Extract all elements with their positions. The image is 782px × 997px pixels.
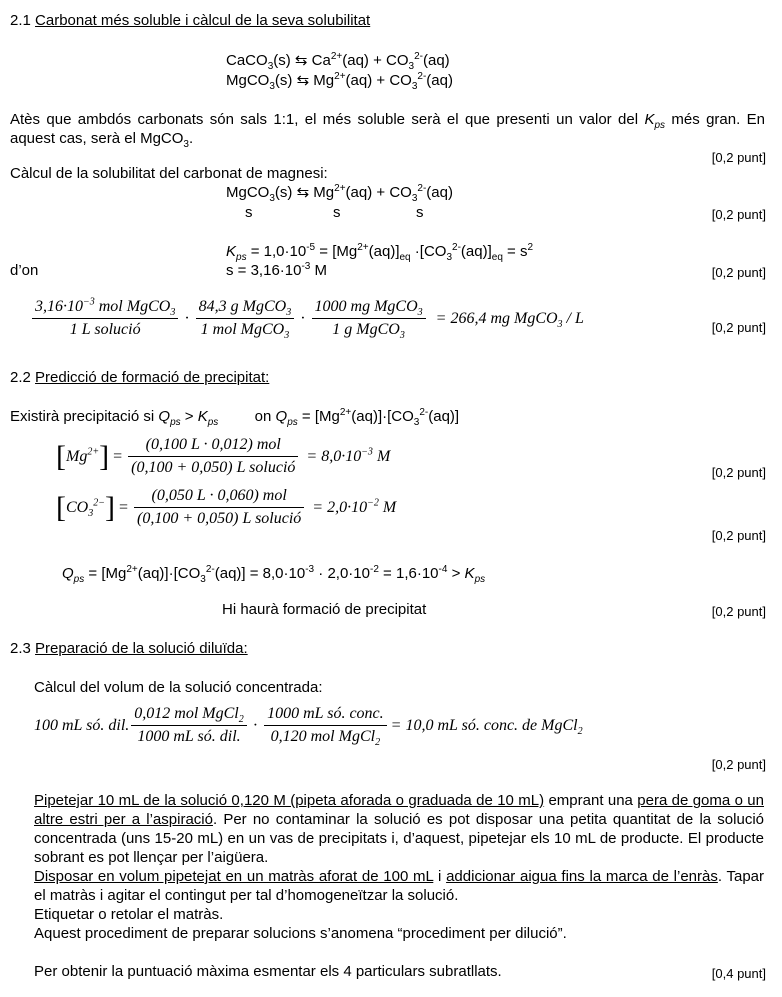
equation-mgco3: MgCO$_3$(s) ⇆ $Mg^{2+}(aq) + CO_3^{2-}(aq)$ xyxy=(226,71,453,92)
procedure-note: Aquest procediment de preparar solucions s’anomena “procediment per dilució”. xyxy=(34,925,567,942)
fraction: $\frac{\text{(0,050 L · 0,060) mol}}{\text{(0,100 + 0,050) L solució}}$ xyxy=(134,487,304,528)
dilution-formula: 100 mL só. dil. $\frac{0,012 mol MgCl_2}{\text{1000 mL só. dil.}}$ · $\frac{\text{1000 mL só. conc.}}{0,120 mol MgCl_2}$ = 10,0 mL só. conc. de MgCl$_2$ xyxy=(34,705,583,749)
paragraph-most-soluble: Atès que ambdós carbonats són sals 1:1, el més soluble serà el que presenti un valor del $K_{ps}$ més gran. En aquest cas, serà el MgCO$_3$. xyxy=(10,111,765,150)
points-label: [0,2 punt] xyxy=(711,528,766,543)
points-label: [0,2 punt] xyxy=(711,207,766,222)
s-label: s xyxy=(416,204,424,221)
section-number: 2.1 xyxy=(10,12,31,29)
points-label: [0,2 punt] xyxy=(711,265,766,280)
fraction: $\frac{1000 mg MgCO_3}{1 g MgCO_3}$ xyxy=(312,298,426,339)
precipitation-condition: Existirà precipitació si $Q_{ps} > K_{ps}$ on $Q_{ps} = [Mg^{2+}(aq)]\cdot[CO_3^{2-}(aq)]$ xyxy=(10,407,460,428)
fraction: $\frac{0,012 mol MgCl_2}{\text{1000 mL só. dil.}}$ xyxy=(131,705,246,746)
mg-concentration: [ $Mg^{2+}$ ] = $\frac{\text{(0,100 L · 0,012) mol}}{\text{(0,100 + 0,050) L solució}}$ = $8,0\cdot 10^{-3}$ M xyxy=(56,436,391,476)
calc-label: Càlcul del volum de la solució concentrada: xyxy=(34,679,323,696)
precipitate-conclusion: Hi haurà formació de precipitat xyxy=(222,601,427,618)
procedure-step-label: Etiquetar o retolar el matràs. xyxy=(34,906,224,923)
points-label: [0,2 punt] xyxy=(711,320,766,335)
calc-label: Càlcul de la solubilitat del carbonat de magnesi: xyxy=(10,165,328,182)
points-label: [0,2 punt] xyxy=(711,757,766,772)
points-label: [0,2 punt] xyxy=(711,604,766,619)
co3-concentration: [ $CO_3^{2-}$ ] = $\frac{\text{(0,050 L · 0,060) mol}}{\text{(0,100 + 0,050) L solució}}$ = $2,0\cdot 10^{-2}$ M xyxy=(56,487,397,527)
section-number: 2.2 xyxy=(10,369,31,386)
fraction: $\frac{3,16\cdot 10^{-3} mol MgCO_3}{\text{1 L solució}}$ xyxy=(32,298,178,339)
fraction: $\frac{84,3 g MgCO_3}{1 mol MgCO_3}$ xyxy=(196,298,295,339)
section-number: 2.3 xyxy=(10,640,31,657)
equation-mgco3-solubility: MgCO$_3$(s) ⇆ $Mg^{2+}(aq) + CO_3^{2-}(aq)$ xyxy=(226,183,453,204)
procedure-step-pipette: Pipetejar 10 mL de la solució 0,120 M (pipeta aforada o graduada de 10 mL) emprant una pera de goma o un altre estri per a l’aspiració. Per no contaminar la solució es pot disposar una petita quantitat de la solució concentrada (uns 15-20 mL) en un vas de precipitats i, d’aquest, pipetejar els 10 mL de producte. El producte sobrant es pot llençar per l’aigüera. xyxy=(34,792,764,866)
s-label: s xyxy=(333,204,341,221)
points-label: [0,2 punt] xyxy=(711,150,766,165)
kps-expression: $K_{ps} = 1,0\cdot 10^{-5} = [Mg^{2+}(aq)]_{eq} \cdot[CO_3^{2-}(aq)]_{eq} = s^2$ xyxy=(226,242,534,263)
section-title: Carbonat més soluble i càlcul de la seva solubilitat xyxy=(35,12,371,29)
fraction: $\frac{\text{(0,100 L · 0,012) mol}}{\text{(0,100 + 0,050) L solució}}$ xyxy=(128,436,298,477)
s-label: s xyxy=(245,204,253,221)
equation-caco3: CaCO$_3$(s) ⇆ $Ca^{2+}(aq) + CO_3^{2-}(aq)$ xyxy=(226,51,450,72)
qps-calculation: $Q_{ps} = [Mg^{2+}(aq)]\cdot[CO_3^{2-}(aq)] = 8,0\cdot 10^{-3} \cdot 2,0\cdot 10^{-2} = 1,6\cdot 10^{-4} > K_{ps}$ xyxy=(62,564,486,585)
s-value: $s = 3,16\cdot 10^{-3}$ M xyxy=(226,261,328,279)
section-title: Predicció de formació de precipitat: xyxy=(35,369,270,386)
procedure-step-flask: Disposar en volum pipetejat en un matràs aforat de 100 mL i addicionar aigua fins la marca de l’enràs. Tapar el matràs i agitar el contingut per tal d’homogeneïtzar la solució. xyxy=(34,868,764,904)
don-label: d’on xyxy=(10,262,39,279)
section-title: Preparació de la solució diluïda: xyxy=(35,640,248,657)
section-2-2-heading xyxy=(10,369,269,387)
points-label: [0,4 punt] xyxy=(711,966,766,981)
section-2-1-heading xyxy=(10,12,370,30)
section-2-3-heading xyxy=(10,640,248,658)
procedure-text xyxy=(34,791,764,943)
max-score-note: Per obtenir la puntuació màxima esmentar els 4 particulars subratllats. xyxy=(34,963,502,980)
fraction: $\frac{\text{1000 mL só. conc.}}{0,120 mol MgCl_2}$ xyxy=(264,705,387,746)
conversion-formula: $\frac{3,16\cdot 10^{-3} mol MgCO_3}{\text{1 L solució}}$ · $\frac{84,3 g MgCO_3}{1 mol MgCO_3}$ · $\frac{1000 mg MgCO_3}{1 g MgCO_3}$ = 266,4 mg MgCO$_3$ / L xyxy=(30,298,584,339)
points-label: [0,2 punt] xyxy=(711,465,766,480)
